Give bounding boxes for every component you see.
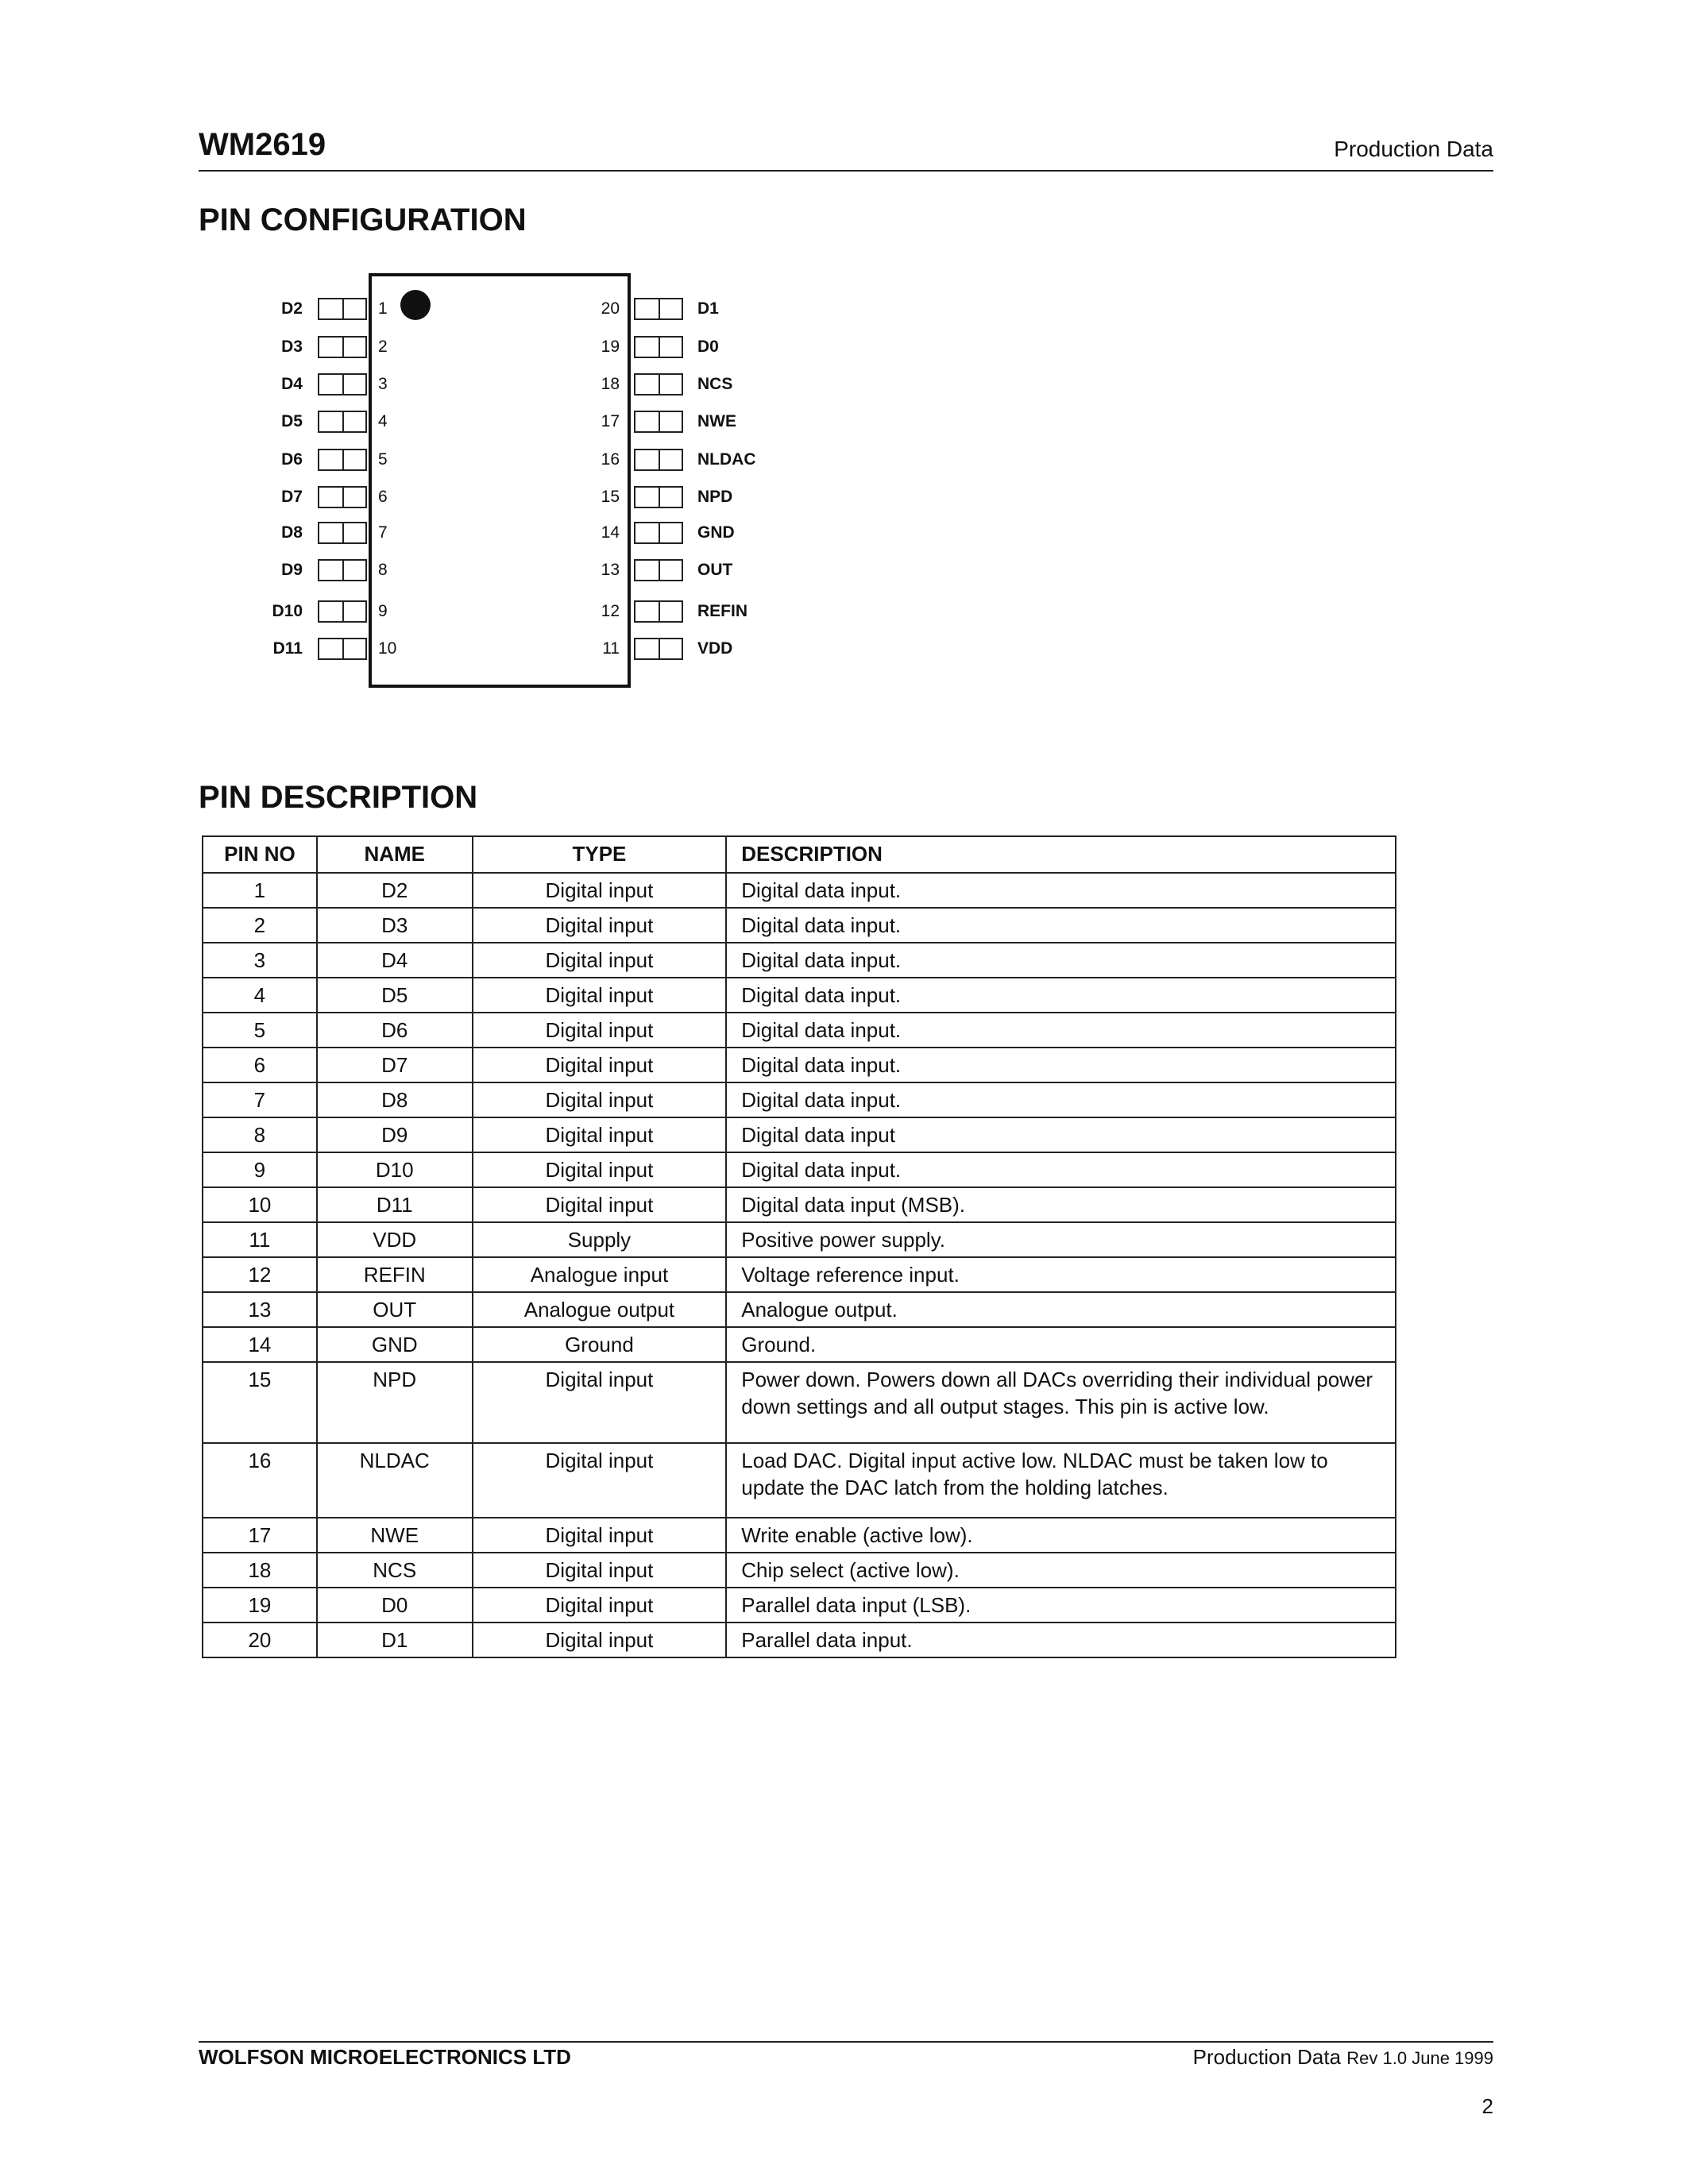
pin-label-right: GND [697, 523, 735, 542]
cell-name: VDD [317, 1222, 473, 1257]
cell-pin-no: 17 [203, 1518, 317, 1553]
table-row [203, 943, 1396, 978]
cell-name: D7 [317, 1048, 473, 1082]
cell-type: Digital input [473, 1588, 727, 1623]
pin-lead-left [318, 336, 367, 358]
cell-type: Digital input [473, 1048, 727, 1082]
cell-description: Positive power supply. [726, 1222, 1396, 1257]
pin-label-right: NWE [697, 412, 736, 430]
pin-lead-left [318, 449, 367, 471]
pin-number-right: 19 [601, 338, 620, 356]
cell-type: Analogue output [473, 1292, 727, 1327]
pin-label-right: VDD [697, 639, 733, 658]
cell-pin-no: 5 [203, 1013, 317, 1048]
pin-lead-left [318, 638, 367, 660]
table-row [203, 1292, 1396, 1327]
pin-lead-right [634, 600, 683, 623]
pin-label-left: D11 [272, 639, 303, 658]
cell-pin-no: 18 [203, 1553, 317, 1588]
cell-description: Analogue output. [726, 1292, 1396, 1327]
cell-pin-no: 9 [203, 1152, 317, 1187]
pin-label-right: OUT [697, 561, 733, 579]
cell-pin-no: 19 [203, 1588, 317, 1623]
cell-type: Digital input [473, 873, 727, 908]
pin-lead-left [318, 486, 367, 508]
table-row [203, 908, 1396, 943]
page-number: 2 [1481, 2094, 1493, 2118]
table-row [203, 1152, 1396, 1187]
pin-label-right: REFIN [697, 602, 747, 620]
pin-number-left: 1 [378, 299, 388, 318]
cell-description: Parallel data input (LSB). [726, 1588, 1396, 1623]
cell-type: Digital input [473, 1362, 727, 1443]
cell-description: Parallel data input. [726, 1623, 1396, 1657]
cell-name: D5 [317, 978, 473, 1013]
cell-name: D9 [317, 1117, 473, 1152]
cell-pin-no: 12 [203, 1257, 317, 1292]
pin-number-right: 16 [601, 450, 620, 469]
cell-name: D4 [317, 943, 473, 978]
pin-number-left: 5 [378, 450, 388, 469]
cell-name: NLDAC [317, 1443, 473, 1518]
cell-name: D2 [317, 873, 473, 908]
cell-name: D11 [317, 1187, 473, 1222]
cell-type: Ground [473, 1327, 727, 1362]
pin-number-right: 13 [601, 561, 620, 579]
cell-type: Digital input [473, 1082, 727, 1117]
pin-label-left: D3 [281, 338, 303, 356]
cell-pin-no: 14 [203, 1327, 317, 1362]
table-row [203, 873, 1396, 908]
cell-name: D10 [317, 1152, 473, 1187]
pin-label-left: D2 [281, 299, 303, 318]
footer-status: Production Data [1192, 2045, 1342, 2069]
cell-description: Digital data input. [726, 1013, 1396, 1048]
cell-description: Digital data input. [726, 1152, 1396, 1187]
cell-pin-no: 4 [203, 978, 317, 1013]
cell-type: Digital input [473, 1117, 727, 1152]
pin-number-right: 12 [601, 602, 620, 620]
header-divider [199, 170, 1493, 172]
pin-lead-left [318, 600, 367, 623]
cell-name: NWE [317, 1518, 473, 1553]
pin-number-left: 8 [378, 561, 388, 579]
pin-number-right: 15 [601, 488, 620, 506]
pin-lead-left [318, 298, 367, 320]
pin-lead-left [318, 373, 367, 396]
cell-type: Digital input [473, 1518, 727, 1553]
pin-lead-right [634, 373, 683, 396]
table-row [203, 1327, 1396, 1362]
cell-name: GND [317, 1327, 473, 1362]
cell-name: D6 [317, 1013, 473, 1048]
pin-lead-right [634, 336, 683, 358]
header-type: TYPE [473, 836, 727, 873]
cell-name: D1 [317, 1623, 473, 1657]
table-row [203, 1117, 1396, 1152]
pin-number-right: 11 [602, 639, 620, 658]
cell-type: Digital input [473, 1623, 727, 1657]
cell-pin-no: 16 [203, 1443, 317, 1518]
footer-revision: Rev 1.0 June 1999 [1346, 2048, 1493, 2068]
pin-lead-left [318, 522, 367, 544]
table-row [203, 1048, 1396, 1082]
cell-pin-no: 6 [203, 1048, 317, 1082]
pin1-marker-icon [400, 290, 431, 320]
cell-type: Digital input [473, 943, 727, 978]
pin-number-left: 2 [378, 338, 388, 356]
cell-description: Chip select (active low). [726, 1553, 1396, 1588]
footer-company: WOLFSON MICROELECTRONICS LTD [199, 2045, 571, 2069]
pin-number-right: 18 [601, 375, 620, 393]
cell-name: D8 [317, 1082, 473, 1117]
cell-type: Analogue input [473, 1257, 727, 1292]
cell-description: Digital data input. [726, 908, 1396, 943]
cell-type: Digital input [473, 1187, 727, 1222]
cell-pin-no: 10 [203, 1187, 317, 1222]
pin-label-left: D4 [281, 375, 303, 393]
cell-type: Digital input [473, 978, 727, 1013]
table-row [203, 1443, 1396, 1518]
cell-description: Voltage reference input. [726, 1257, 1396, 1292]
table-row [203, 978, 1396, 1013]
pin-number-right: 20 [601, 299, 620, 318]
pin-lead-right [634, 486, 683, 508]
pin-number-left: 9 [378, 602, 388, 620]
pin-label-right: D0 [697, 338, 719, 356]
table-row [203, 1187, 1396, 1222]
table-row [203, 1518, 1396, 1553]
pin-lead-right [634, 559, 683, 581]
footer-revision-line [1193, 2045, 1493, 2070]
pin-number-left: 3 [378, 375, 388, 393]
table-row [203, 1362, 1396, 1443]
pin-number-left: 6 [378, 488, 388, 506]
pin-lead-left [318, 411, 367, 433]
pin-label-right: NLDAC [697, 450, 756, 469]
cell-pin-no: 13 [203, 1292, 317, 1327]
pin-lead-right [634, 449, 683, 471]
cell-pin-no: 20 [203, 1623, 317, 1657]
pin-lead-right [634, 522, 683, 544]
footer-divider [199, 2041, 1493, 2043]
document-title: WM2619 [199, 127, 326, 162]
cell-name: OUT [317, 1292, 473, 1327]
cell-name: NPD [317, 1362, 473, 1443]
cell-description: Digital data input. [726, 873, 1396, 908]
cell-description: Digital data input. [726, 1048, 1396, 1082]
cell-pin-no: 11 [203, 1222, 317, 1257]
table-row [203, 1013, 1396, 1048]
pin-table-body [203, 873, 1396, 1657]
pin-label-left: D5 [281, 412, 303, 430]
table-row [203, 1257, 1396, 1292]
cell-description: Write enable (active low). [726, 1518, 1396, 1553]
document-status: Production Data [1334, 137, 1493, 161]
pin-lead-left [318, 559, 367, 581]
header-name: NAME [317, 836, 473, 873]
pin-label-right: NCS [697, 375, 733, 393]
cell-pin-no: 1 [203, 873, 317, 908]
pin-lead-right [634, 638, 683, 660]
table-row [203, 1623, 1396, 1657]
pin-lead-right [634, 298, 683, 320]
cell-name: D0 [317, 1588, 473, 1623]
pin-label-left: D9 [281, 561, 303, 579]
pin-label-left: D10 [272, 602, 303, 620]
table-row [203, 1082, 1396, 1117]
pin-label-right: D1 [697, 299, 719, 318]
pin-number-left: 4 [378, 412, 388, 430]
pin-number-right: 17 [601, 412, 620, 430]
cell-type: Digital input [473, 1152, 727, 1187]
cell-pin-no: 2 [203, 908, 317, 943]
pin-configuration-heading: PIN CONFIGURATION [199, 203, 527, 237]
cell-description: Digital data input [726, 1117, 1396, 1152]
cell-type: Supply [473, 1222, 727, 1257]
cell-description: Power down. Powers down all DACs overriding their individual power down settings and all output stages. This pin is active low. [726, 1362, 1396, 1443]
pin-number-right: 14 [601, 523, 620, 542]
table-header-row [203, 836, 1396, 873]
cell-description: Digital data input. [726, 943, 1396, 978]
table-row [203, 1553, 1396, 1588]
cell-name: D3 [317, 908, 473, 943]
cell-type: Digital input [473, 1553, 727, 1588]
cell-type: Digital input [473, 1443, 727, 1518]
cell-description: Load DAC. Digital input active low. NLDAC must be taken low to update the DAC latch from the holding latches. [726, 1443, 1396, 1518]
pin-label-left: D6 [281, 450, 303, 469]
cell-pin-no: 8 [203, 1117, 317, 1152]
cell-pin-no: 15 [203, 1362, 317, 1443]
pin-number-left: 7 [378, 523, 388, 542]
header-description: DESCRIPTION [726, 836, 1396, 873]
cell-name: NCS [317, 1553, 473, 1588]
pin-description-heading: PIN DESCRIPTION [199, 780, 478, 815]
cell-pin-no: 3 [203, 943, 317, 978]
cell-description: Ground. [726, 1327, 1396, 1362]
pin-number-left: 10 [378, 639, 397, 658]
cell-type: Digital input [473, 908, 727, 943]
pin-label-right: NPD [697, 488, 733, 506]
cell-name: REFIN [317, 1257, 473, 1292]
table-row [203, 1588, 1396, 1623]
cell-description: Digital data input (MSB). [726, 1187, 1396, 1222]
table-row [203, 1222, 1396, 1257]
cell-description: Digital data input. [726, 1082, 1396, 1117]
cell-description: Digital data input. [726, 978, 1396, 1013]
pin-label-left: D7 [281, 488, 303, 506]
header-pin-no: PIN NO [203, 836, 317, 873]
pin-description-table [202, 835, 1396, 1658]
cell-pin-no: 7 [203, 1082, 317, 1117]
cell-type: Digital input [473, 1013, 727, 1048]
pin-lead-right [634, 411, 683, 433]
pin-label-left: D8 [281, 523, 303, 542]
